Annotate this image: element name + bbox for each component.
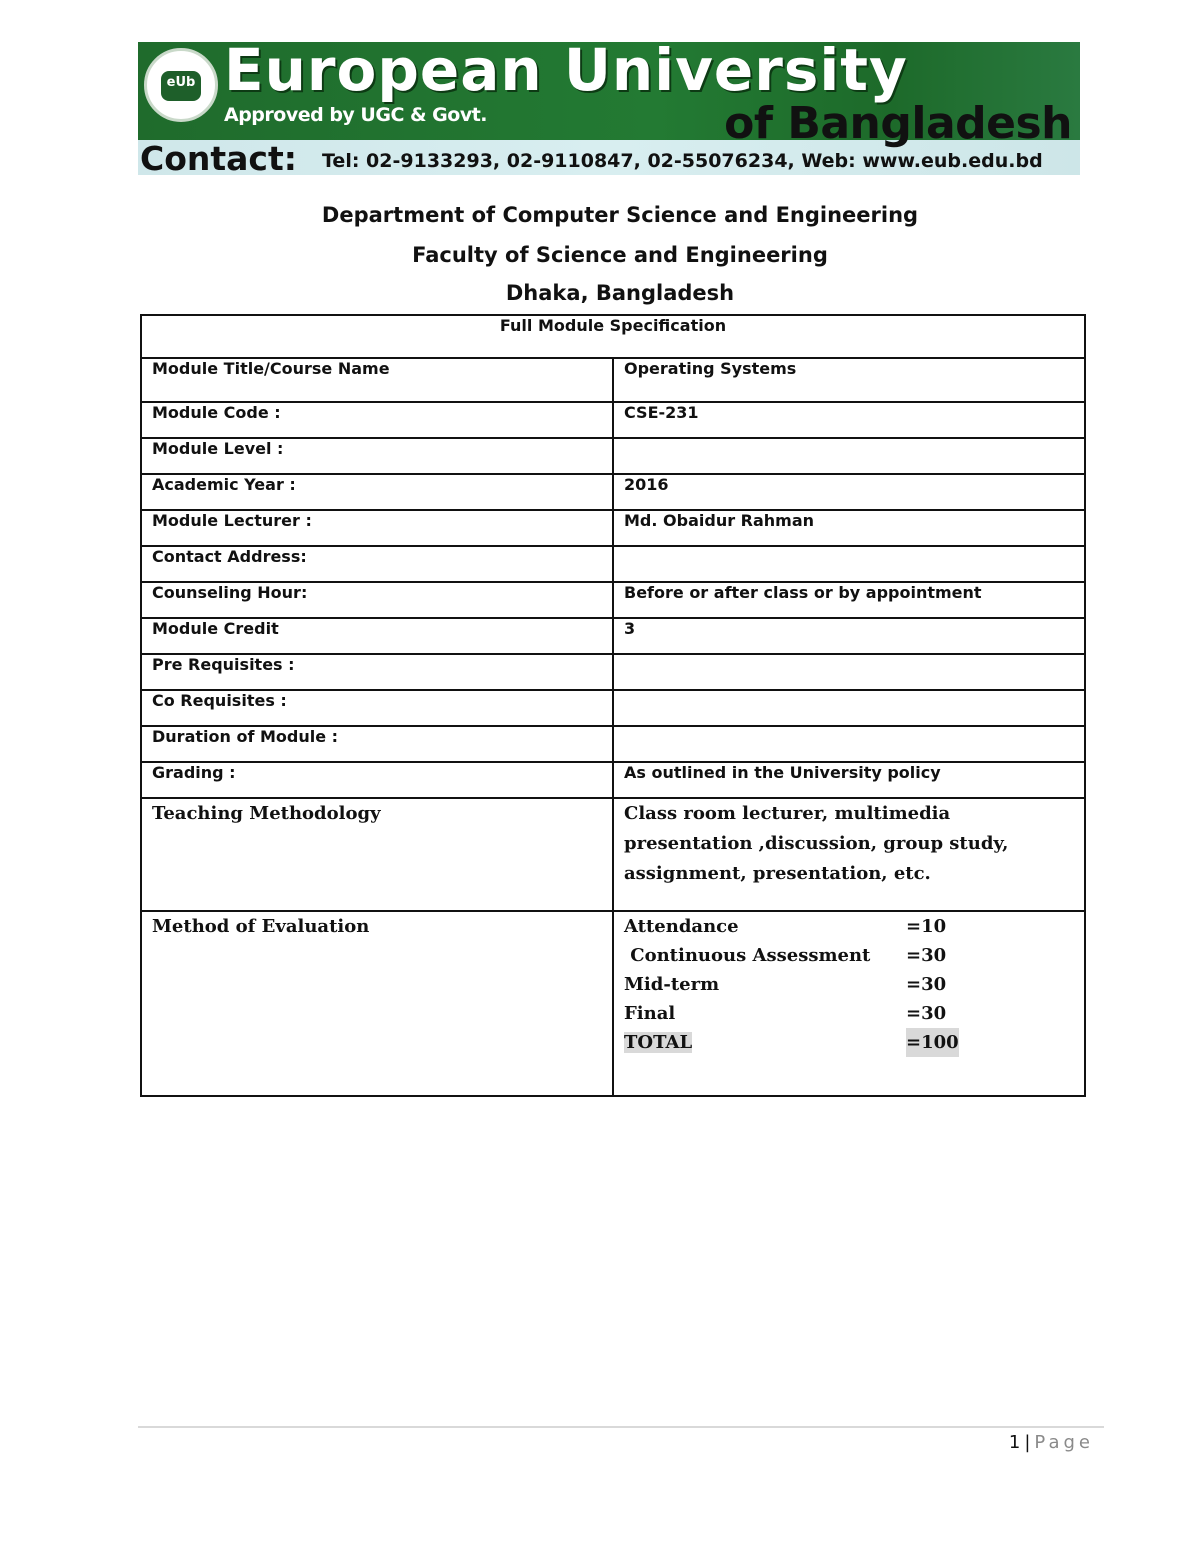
row-value: [613, 690, 1085, 726]
table-title-row: [141, 315, 1085, 358]
evaluation-total: [624, 1028, 1074, 1057]
department-heading: Department of Computer Science and Engineering: [321, 203, 919, 227]
table-row: [141, 546, 1085, 582]
table-row: [141, 762, 1085, 798]
row-label: Module Credit: [141, 618, 613, 654]
row-label: Pre Requisites :: [141, 654, 613, 690]
row-value: CSE-231: [613, 402, 1085, 438]
page-footer: [1009, 1432, 1094, 1453]
row-label: Module Level :: [141, 438, 613, 474]
evaluation-item-value: =30: [906, 974, 947, 995]
evaluation-item-name: Mid-term: [624, 974, 720, 995]
row-value: [613, 546, 1085, 582]
row-label: Module Code :: [141, 402, 613, 438]
banner-subtitle: of Bangladesh: [724, 98, 1072, 149]
row-value: As outlined in the University policy: [613, 762, 1085, 798]
row-value: 3: [613, 618, 1085, 654]
banner-approved: Approved by UGC & Govt.: [224, 104, 488, 126]
row-label: Grading :: [141, 762, 613, 798]
table-row: [141, 690, 1085, 726]
page-number: 1: [1008, 1432, 1021, 1453]
evaluation-item: [624, 970, 1074, 999]
table-row: [141, 402, 1085, 438]
evaluation-row: [141, 911, 1085, 1096]
evaluation-item-value: =10: [906, 916, 947, 937]
teaching-methodology-row: [141, 798, 1085, 911]
table-row: [141, 438, 1085, 474]
row-label: Module Title/Course Name: [141, 358, 613, 402]
row-value: Md. Obaidur Rahman: [613, 510, 1085, 546]
table-row: [141, 510, 1085, 546]
university-banner: [138, 42, 1080, 175]
evaluation-item-name: Attendance: [624, 916, 739, 937]
evaluation-breakdown: [613, 911, 1085, 1096]
table-row: [141, 582, 1085, 618]
row-label: Counseling Hour:: [141, 582, 613, 618]
module-specification-table: [140, 314, 1086, 1097]
row-value: [613, 438, 1085, 474]
row-value: Operating Systems: [613, 358, 1085, 402]
table-row: [141, 618, 1085, 654]
evaluation-label: Method of Evaluation: [141, 911, 613, 1096]
evaluation-item: [624, 999, 1074, 1028]
table-row: [141, 726, 1085, 762]
row-label: Duration of Module :: [141, 726, 613, 762]
banner-title: European University: [224, 42, 908, 104]
page-label: Page: [1034, 1432, 1094, 1453]
faculty-heading: Faculty of Science and Engineering: [412, 243, 828, 267]
location-heading: Dhaka, Bangladesh: [505, 281, 735, 305]
evaluation-total-value: =100: [906, 1028, 959, 1057]
row-value: 2016: [613, 474, 1085, 510]
contact-label: Contact:: [140, 139, 297, 175]
row-value: [613, 654, 1085, 690]
row-value: [613, 726, 1085, 762]
evaluation-item: [624, 912, 1074, 941]
row-label: Module Lecturer :: [141, 510, 613, 546]
row-value: Before or after class or by appointment: [613, 582, 1085, 618]
row-label: Co Requisites :: [141, 690, 613, 726]
university-logo: [144, 48, 218, 122]
footer-divider: [138, 1426, 1104, 1428]
teaching-value: Class room lecturer, multimedia presentation ,discussion, group study, assignment, presentation, etc.: [613, 798, 1085, 911]
logo-text: eUb: [166, 75, 196, 90]
footer-separator: |: [1024, 1432, 1031, 1453]
evaluation-item-value: =30: [906, 1003, 947, 1024]
contact-info: Tel: 02-9133293, 02-9110847, 02-55076234, Web: www.eub.edu.bd: [322, 150, 1043, 172]
row-label: Contact Address:: [141, 546, 613, 582]
evaluation-item-name: Final: [624, 1003, 676, 1024]
table-row: [141, 474, 1085, 510]
evaluation-total-name: TOTAL: [624, 1032, 693, 1053]
evaluation-item: [624, 941, 1074, 970]
teaching-label: Teaching Methodology: [141, 798, 613, 911]
evaluation-item-value: =30: [906, 945, 947, 966]
table-row: [141, 654, 1085, 690]
table-title: Full Module Specification: [141, 315, 1085, 358]
row-label: Academic Year :: [141, 474, 613, 510]
table-row: [141, 358, 1085, 402]
evaluation-item-name: Continuous Assessment: [624, 945, 871, 966]
